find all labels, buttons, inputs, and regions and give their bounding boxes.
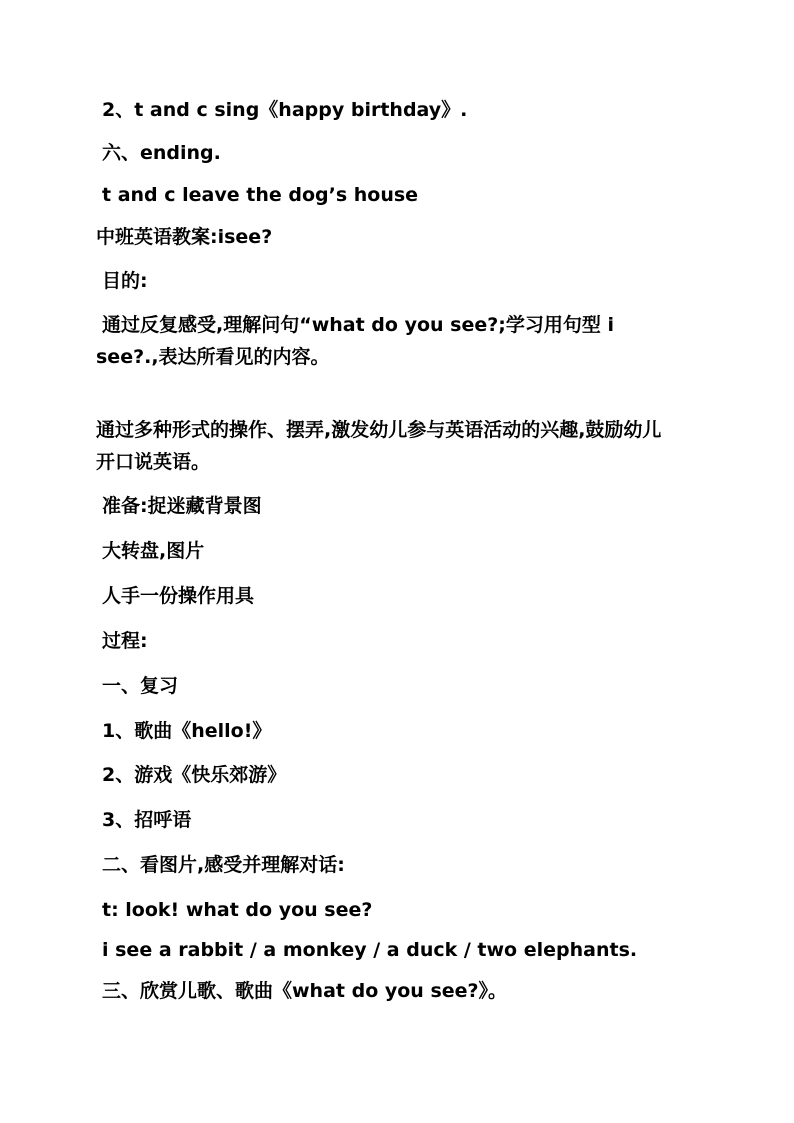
- text-line-2: 六、ending.: [102, 142, 221, 164]
- text-line-goal-2: 通过多种形式的操作、摆弄,激发幼儿参与英语活动的兴趣,鼓励幼儿: [96, 419, 662, 441]
- text-line-step-1: 一、复习: [102, 675, 179, 697]
- text-line-step-2: 二、看图片,感受并理解对话:: [102, 854, 345, 876]
- text-line-prep-3: 人手一份操作用具: [102, 585, 255, 607]
- text-line-goal-1: 通过反复感受,理解问句“what do you see?;学习用句型 i: [102, 314, 614, 336]
- text-line-step-1-b: 2、游戏《快乐郊游》: [102, 764, 287, 786]
- text-line-step-1-c: 3、招呼语: [102, 809, 192, 831]
- text-line-dialog-1: t: look! what do you see?: [102, 899, 373, 921]
- text-line-prep-2: 大转盘,图片: [102, 540, 205, 562]
- section-heading-process: 过程:: [102, 630, 148, 652]
- text-line-1: 2、t and c sing《happy birthday》.: [102, 99, 468, 121]
- text-line-goal-2-cont: 开口说英语。: [96, 451, 211, 473]
- text-line-goal-1-cont: see?.,表达所看见的内容。: [96, 346, 330, 368]
- section-heading-goal: 目的:: [102, 270, 148, 292]
- text-line-step-1-a: 1、歌曲《hello!》: [102, 720, 272, 742]
- text-line-3: t and c leave the dog’s house: [102, 184, 419, 206]
- text-line-prep-1: 准备:捉迷藏背景图: [102, 495, 262, 517]
- lesson-title: 中班英语教案:isee?: [96, 226, 273, 248]
- text-line-step-3: 三、欣赏儿歌、歌曲《what do you see?》。: [102, 980, 508, 1002]
- text-line-dialog-2: i see a rabbit / a monkey / a duck / two elephants.: [102, 939, 638, 961]
